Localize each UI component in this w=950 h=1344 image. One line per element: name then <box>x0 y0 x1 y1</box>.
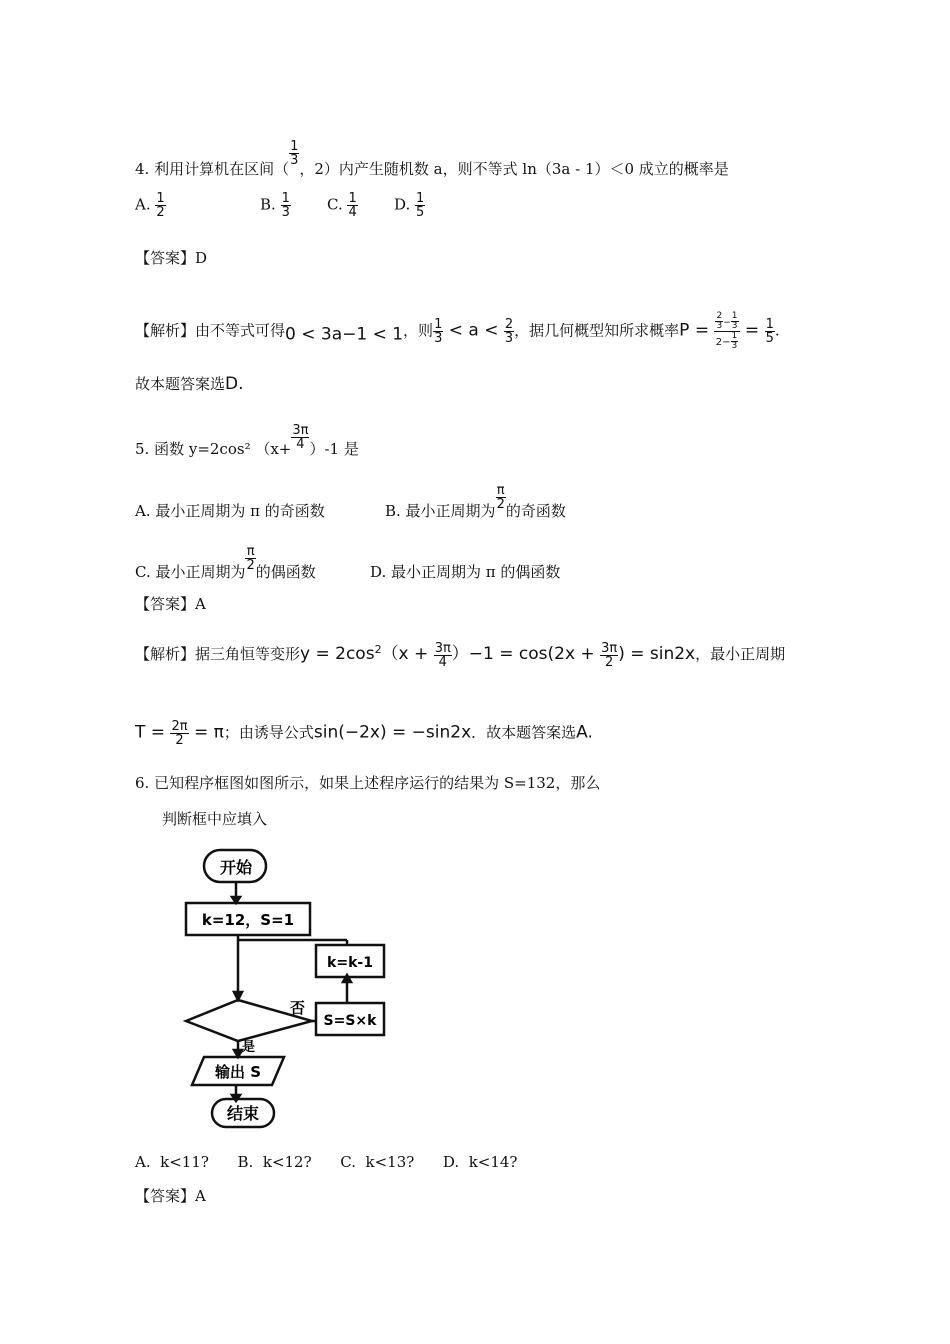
q6-answer: 【答案】A <box>135 1187 206 1205</box>
q4-answer: 【答案】D <box>135 249 208 267</box>
flowchart-output-label: 输出 S <box>214 1063 262 1081</box>
q5-option-c: C. 最小正周期为 $\frac{\pi}{2}$ 的偶函数 <box>135 544 316 581</box>
q5-option-a: A. 最小正周期为 π 的奇函数 <box>135 502 325 520</box>
q4-analysis: 【解析】由不等式可得0 < 3a−1 < 1，则 $\frac{1}{3}$ < a < $\frac{2}{3}$ ，据几何概型知所求概率P = $\frac{2}{3}$ − $\frac{1}{3}$ 2− $\frac{1}{3}$ = $\frac{1}{5}$ . <box>135 311 780 351</box>
q5-option-d: D. 最小正周期为 π 的偶函数 <box>370 563 561 581</box>
q5-option-b: B. 最小正周期为 $\frac{\pi}{2}$ 的奇函数 <box>385 483 566 520</box>
interval-lower-fraction: $\frac{1}{3}$ <box>290 139 299 168</box>
q4-option-a: A. $\frac{1}{2}$ <box>135 191 165 220</box>
q5-analysis: 【解析】据三角恒等变形$y = 2\cos^2(x$ + $\frac{3\pi}{4}$ ）−1 = cos(2x + $\frac{3\pi}{2}$ ) = sin2x，最小正周期 <box>135 640 786 670</box>
flowchart-end-label: 结束 <box>226 1104 260 1123</box>
flowchart-multiply-label: S=S×k <box>323 1013 377 1029</box>
flowchart-no-label: 否 <box>290 999 306 1017</box>
q5-stem: 5. 函数 y=2cos² （x+ $\frac{3\pi}{4}$ ）-1 是 <box>135 423 359 458</box>
q6-options: A. k<11? B. k<12? C. k<13? D. k<14? <box>135 1153 518 1171</box>
q4-stem: 4. 利用计算机在区间（ $\frac{1}{3}$ ，2）内产生随机数 a，则不等式 ln（3a - 1）＜0 成立的概率是 <box>135 139 729 178</box>
probability-fraction: $\frac{2}{3}$ − $\frac{1}{3}$ 2− $\frac{1}{3}$ <box>715 311 738 351</box>
q4-options <box>135 192 425 219</box>
q4-option-b: B. $\frac{1}{3}$ <box>260 191 290 220</box>
flowchart-start-label: 开始 <box>219 858 253 877</box>
q6-stem-2: 判断框中应填入 <box>162 810 268 828</box>
flowchart-decrement-label: k=k-1 <box>327 955 373 971</box>
q6-stem: 6. 已知程序框图如图所示，如果上述程序运行的结果为 S=132，那么 <box>135 774 601 792</box>
q5-answer: 【答案】A <box>135 595 206 613</box>
q4-conclusion: 故本题答案选D. <box>135 374 244 394</box>
flowchart-yes-label: 是 <box>242 1040 256 1055</box>
q4-option-d: D. $\frac{1}{5}$ <box>394 191 425 220</box>
q4-option-c: C. $\frac{1}{4}$ <box>327 191 357 220</box>
flowchart <box>180 845 410 1135</box>
q5-options-ab <box>135 484 566 521</box>
q5-period: T = $\frac{2\pi}{2}$ = π；由诱导公式sin(−2x) = −sin2x．故本题答案选A. <box>135 719 593 748</box>
flowchart-init-label: k=12，S=1 <box>201 911 295 929</box>
q5-options-cd <box>135 545 560 582</box>
